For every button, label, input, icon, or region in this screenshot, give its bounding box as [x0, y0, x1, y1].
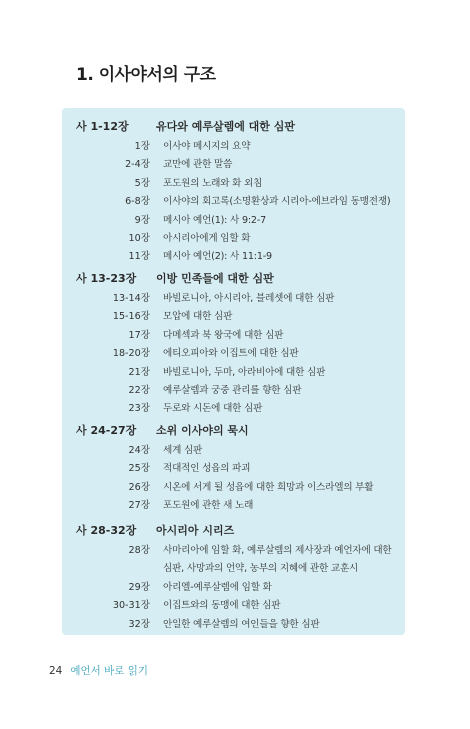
section-1 [62, 116, 405, 265]
section-range: 사 13-23장 [76, 272, 137, 285]
chapter: 9장 [134, 214, 150, 226]
description: 메시아 예언(2): 사 11:1-9 [163, 251, 272, 263]
description: 아리엘-예루살렘에 임할 화 [163, 581, 272, 593]
description: 에티오피아와 이집트에 대한 심판 [163, 348, 299, 360]
description: 이집트와의 동맹에 대한 심판 [163, 600, 281, 612]
table-row [62, 540, 405, 558]
table-row-continuation [62, 558, 405, 576]
description: 바빌로니아, 아시리아, 블레셋에 대한 심판 [163, 293, 335, 304]
chapter: 18-20장 [112, 348, 150, 360]
chapter: 6-8장 [125, 196, 150, 208]
chapter: 26장 [128, 481, 150, 493]
description: 바빌로니아, 두마, 아라비아에 대한 심판 [163, 366, 326, 378]
table-row [62, 343, 405, 361]
table-row [62, 228, 405, 246]
chapter: 5장 [134, 177, 150, 189]
description: 이사야 메시지의 요약 [163, 141, 251, 152]
description: 메시아 예언(1): 사 9:2-7 [163, 214, 266, 226]
section-title: 소위 이사야의 묵시 [156, 424, 249, 437]
description: 포도원의 노래와 화 외침 [163, 177, 263, 189]
description: 포도원에 관한 새 노래 [163, 500, 254, 512]
chapter: 1장 [134, 141, 150, 152]
table-row [62, 495, 405, 513]
page-number: 24 [49, 665, 63, 677]
section-4 [62, 520, 405, 632]
table-row [62, 246, 405, 264]
table-row [62, 136, 405, 154]
table-row [62, 154, 405, 172]
description: 적대적인 성읍의 파괴 [163, 463, 251, 475]
chapter: 28장 [128, 545, 150, 556]
description: 모압에 대한 심판 [163, 311, 233, 323]
chapter: 30-31장 [112, 600, 150, 612]
table-row [62, 362, 405, 380]
description: 심판, 사망과의 언약, 농부의 지혜에 관한 교훈시 [163, 563, 359, 575]
section-title: 이방 민족들에 대한 심판 [156, 272, 274, 285]
table-row [62, 210, 405, 228]
table-row [62, 477, 405, 495]
description: 교만에 관한 말씀 [163, 159, 233, 171]
chapter: 10장 [128, 232, 150, 244]
structure-table [62, 108, 405, 635]
chapter: 27장 [128, 500, 150, 512]
table-row [62, 306, 405, 324]
description: 시온에 서게 될 성읍에 대한 희망과 이스라엘의 부활 [163, 481, 374, 493]
chapter: 29장 [128, 581, 150, 593]
description: 이사야의 회고록(소명환상과 시리아-에브라임 동맹전쟁) [163, 196, 391, 208]
chapter: 24장 [128, 445, 150, 456]
description: 예루살렘과 궁중 관리를 향한 심판 [163, 384, 302, 396]
section-range: 사 24-27장 [76, 424, 137, 437]
book-title: 예언서 바로 읽기 [70, 665, 149, 677]
chapter: 25장 [128, 463, 150, 475]
description: 안일한 예루살렘의 여인들을 향한 심판 [163, 618, 320, 630]
section-range: 사 28-32장 [76, 524, 137, 537]
table-row [62, 173, 405, 191]
section-header [62, 116, 405, 136]
section-title: 아시리아 시리즈 [156, 524, 235, 537]
chapter: 23장 [128, 403, 150, 415]
section-header [62, 520, 405, 540]
table-row [62, 614, 405, 632]
chapter: 15-16장 [112, 311, 150, 323]
description: 다메섹과 북 왕국에 대한 심판 [163, 329, 284, 341]
description: 아시리아에게 임할 화 [163, 232, 251, 244]
chapter: 13-14장 [112, 293, 150, 304]
section-header [62, 268, 405, 288]
section-header [62, 420, 405, 440]
page-footer [49, 663, 148, 678]
table-row [62, 440, 405, 458]
chapter: 17장 [128, 329, 150, 341]
section-title: 유다와 예루살렘에 대한 심판 [156, 120, 295, 133]
table-row [62, 595, 405, 613]
table-row [62, 288, 405, 306]
table-row [62, 191, 405, 209]
table-row [62, 380, 405, 398]
table-row [62, 325, 405, 343]
table-row [62, 458, 405, 476]
description: 사마리아에 임할 화, 예루살렘의 제사장과 예언자에 대한 [163, 545, 392, 556]
page-heading: 1. 이사야서의 구조 [76, 65, 216, 85]
chapter: 2-4장 [125, 159, 150, 171]
chapter: 11장 [128, 251, 150, 263]
description: 두로와 시돈에 대한 심판 [163, 403, 263, 415]
chapter: 21장 [128, 366, 150, 378]
chapter: 32장 [128, 618, 150, 630]
section-range: 사 1-12장 [76, 120, 129, 133]
table-row [62, 398, 405, 416]
table-row [62, 577, 405, 595]
chapter: 22장 [128, 384, 150, 396]
section-2 [62, 268, 405, 417]
description: 세계 심판 [163, 445, 203, 456]
section-3 [62, 420, 405, 514]
